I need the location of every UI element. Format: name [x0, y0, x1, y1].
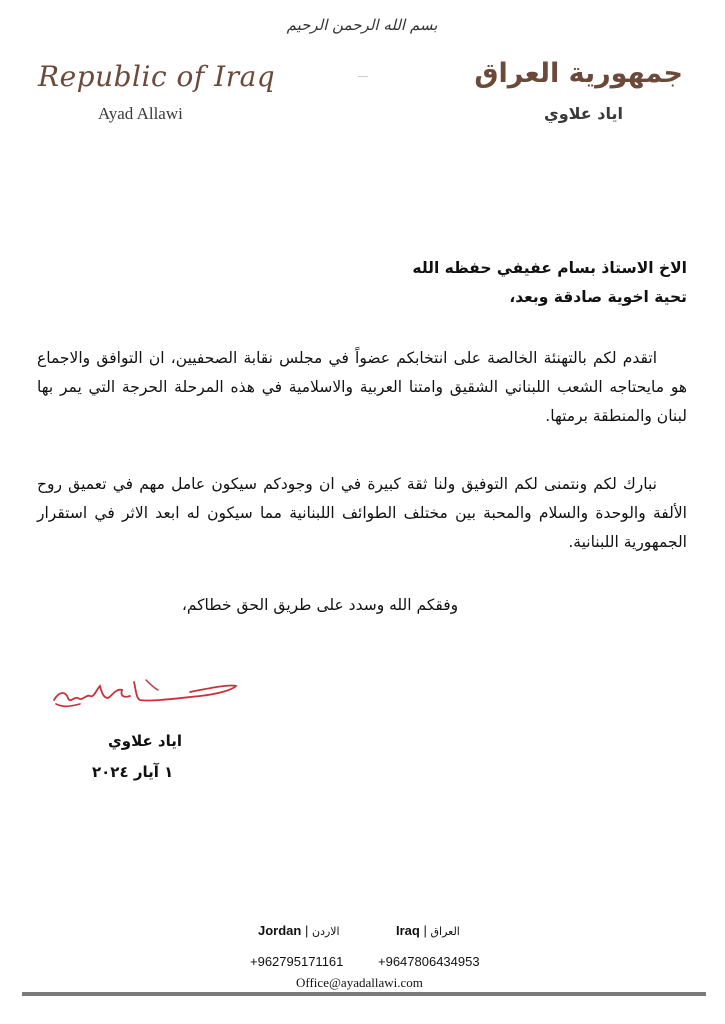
footer-location-iraq: [396, 923, 460, 938]
letter-date: ١ آيار ٢٠٢٤: [92, 763, 174, 781]
footer-separator: |: [423, 923, 427, 938]
footer-phone-jordan: +962795171161: [250, 954, 344, 969]
letter-greeting: تحية اخوية صادقة وبعد،: [509, 288, 687, 306]
footer-iraq-arabic: العراق: [430, 925, 460, 938]
footer-email: Office@ayadallawi.com: [296, 975, 423, 990]
signatory-name: اياد علاوي: [108, 732, 183, 750]
footer-iraq-english: Iraq: [396, 923, 420, 938]
footer-jordan-english: Jordan: [258, 923, 302, 938]
letter-closing: [35, 591, 685, 620]
letterhead-english-title: Republic of Iraq: [38, 60, 276, 93]
letter-closing-text: وفقكم الله وسدد على طريق الحق خطاكم،: [181, 596, 459, 614]
handwritten-signature: [50, 668, 240, 714]
letter-salutation: الاخ الاستاذ بسام عفيفي حفظه الله: [412, 259, 687, 277]
footer-location-jordan: [258, 923, 340, 938]
letterhead-arabic-title: جمهورية العراق: [474, 58, 683, 89]
header-divider-mark: [358, 76, 368, 77]
footer-jordan-arabic: الاردن: [311, 925, 340, 938]
letter-paragraph-1: اتقدم لكم بالتهنئة الخالصة على انتخابكم عضواً في مجلس نقابة الصحفيين، ان التوافق والاجماع هو مايحتاجه الشعب اللبناني الشقيق وامتنا العربية والاسلامية في هذه المرحلة الحرجة التي يمر بها لبنان والمنطقة برمتها.: [37, 349, 687, 425]
letterhead-english-name: Ayad Allawi: [98, 104, 183, 123]
basmala-header: بسم الله الرحمن الرحيم: [286, 16, 438, 34]
footer-phone-iraq: +9647806434953: [378, 954, 480, 969]
letterhead-arabic-name: اياد علاوي: [544, 104, 623, 123]
footer-bottom-rule: [22, 992, 706, 996]
letter-paragraph-2: نبارك لكم ونتمنى لكم التوفيق ولنا ثقة كبيرة في ان وجودكم سيكون عامل مهم في تعميق روح الألفة والوحدة والسلام والمحبة بين مختلف الطوائف اللبنانية مما سيكون له ابعد الاثر في استقرار الجمهورية اللبنانية.: [37, 475, 687, 551]
footer-separator: |: [304, 923, 309, 938]
